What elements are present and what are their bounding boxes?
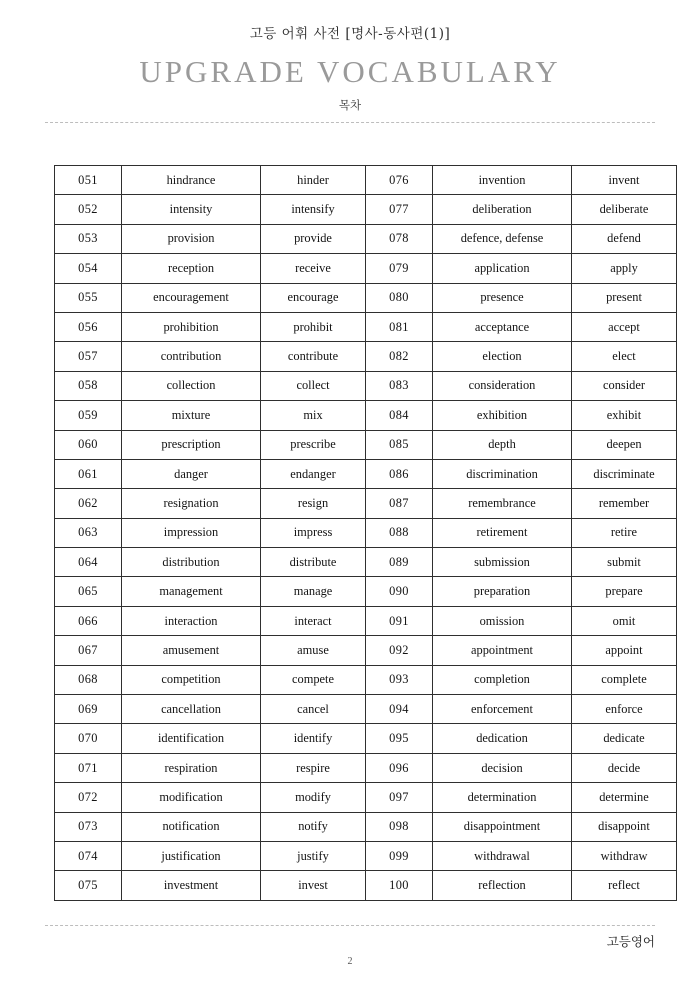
header-subtitle: 고등 어휘 사전 [명사-동사편(1)] [249, 26, 451, 42]
table-row [55, 283, 677, 312]
cell-right-number: 098 [366, 812, 433, 841]
cell-left-verb: amuse [261, 636, 366, 665]
cell-right-number: 091 [366, 606, 433, 635]
vocabulary-table-body [55, 166, 677, 901]
cell-right-noun: application [433, 254, 572, 283]
cell-left-number: 061 [55, 459, 122, 488]
cell-right-verb: invent [572, 166, 677, 195]
cell-right-number: 099 [366, 841, 433, 870]
table-row [55, 401, 677, 430]
table-row [55, 459, 677, 488]
cell-left-noun: amusement [122, 636, 261, 665]
cell-right-verb: prepare [572, 577, 677, 606]
cell-right-verb: reflect [572, 871, 677, 900]
cell-right-verb: deliberate [572, 195, 677, 224]
cell-left-number: 053 [55, 224, 122, 253]
cell-left-noun: impression [122, 518, 261, 547]
table-row [55, 606, 677, 635]
page-footer [0, 925, 700, 967]
cell-right-noun: retirement [433, 518, 572, 547]
cell-right-number: 097 [366, 783, 433, 812]
cell-left-noun: mixture [122, 401, 261, 430]
cell-left-noun: collection [122, 371, 261, 400]
table-row [55, 665, 677, 694]
cell-right-verb: withdraw [572, 841, 677, 870]
cell-left-number: 052 [55, 195, 122, 224]
cell-right-verb: present [572, 283, 677, 312]
cell-right-noun: remembrance [433, 489, 572, 518]
cell-left-noun: notification [122, 812, 261, 841]
cell-left-verb: collect [261, 371, 366, 400]
cell-right-noun: invention [433, 166, 572, 195]
cell-right-number: 088 [366, 518, 433, 547]
cell-left-verb: manage [261, 577, 366, 606]
cell-left-number: 073 [55, 812, 122, 841]
table-row [55, 195, 677, 224]
cell-right-noun: appointment [433, 636, 572, 665]
cell-left-noun: encouragement [122, 283, 261, 312]
cell-right-noun: deliberation [433, 195, 572, 224]
cell-left-number: 070 [55, 724, 122, 753]
cell-left-number: 064 [55, 548, 122, 577]
cell-right-verb: enforce [572, 695, 677, 724]
table-row [55, 489, 677, 518]
cell-left-number: 065 [55, 577, 122, 606]
cell-right-number: 085 [366, 430, 433, 459]
cell-right-number: 086 [366, 459, 433, 488]
cell-left-verb: respire [261, 753, 366, 782]
table-row [55, 841, 677, 870]
page-header [0, 0, 700, 123]
cell-left-number: 060 [55, 430, 122, 459]
vocabulary-table [54, 165, 677, 901]
cell-right-number: 095 [366, 724, 433, 753]
cell-right-noun: enforcement [433, 695, 572, 724]
cell-left-verb: receive [261, 254, 366, 283]
table-row [55, 812, 677, 841]
cell-left-noun: provision [122, 224, 261, 253]
cell-right-verb: exhibit [572, 401, 677, 430]
cell-left-noun: prohibition [122, 312, 261, 341]
cell-left-verb: intensify [261, 195, 366, 224]
cell-left-number: 062 [55, 489, 122, 518]
table-row [55, 371, 677, 400]
cell-right-noun: dedication [433, 724, 572, 753]
cell-right-noun: omission [433, 606, 572, 635]
cell-left-verb: notify [261, 812, 366, 841]
cell-right-noun: decision [433, 753, 572, 782]
cell-left-verb: invest [261, 871, 366, 900]
cell-left-verb: impress [261, 518, 366, 547]
cell-left-number: 059 [55, 401, 122, 430]
cell-left-number: 074 [55, 841, 122, 870]
cell-right-verb: submit [572, 548, 677, 577]
cell-left-number: 054 [55, 254, 122, 283]
table-row [55, 636, 677, 665]
cell-left-noun: respiration [122, 753, 261, 782]
cell-right-verb: remember [572, 489, 677, 518]
cell-left-noun: modification [122, 783, 261, 812]
cell-left-number: 055 [55, 283, 122, 312]
cell-right-verb: apply [572, 254, 677, 283]
cell-right-number: 077 [366, 195, 433, 224]
table-row [55, 783, 677, 812]
cell-right-verb: dedicate [572, 724, 677, 753]
cell-left-verb: compete [261, 665, 366, 694]
cell-left-noun: justification [122, 841, 261, 870]
table-row [55, 871, 677, 900]
cell-right-number: 093 [366, 665, 433, 694]
cell-right-verb: accept [572, 312, 677, 341]
cell-right-number: 076 [366, 166, 433, 195]
cell-right-noun: consideration [433, 371, 572, 400]
cell-left-number: 056 [55, 312, 122, 341]
table-row [55, 342, 677, 371]
table-row [55, 254, 677, 283]
cell-left-noun: reception [122, 254, 261, 283]
cell-left-noun: danger [122, 459, 261, 488]
cell-left-noun: contribution [122, 342, 261, 371]
table-of-contents-label: 목차 [338, 98, 362, 112]
table-row [55, 724, 677, 753]
cell-right-number: 090 [366, 577, 433, 606]
table-row [55, 166, 677, 195]
cell-left-verb: identify [261, 724, 366, 753]
footer-divider [45, 925, 655, 926]
cell-left-verb: mix [261, 401, 366, 430]
cell-right-number: 078 [366, 224, 433, 253]
cell-left-verb: provide [261, 224, 366, 253]
table-row [55, 695, 677, 724]
cell-left-number: 051 [55, 166, 122, 195]
table-row [55, 430, 677, 459]
cell-left-verb: encourage [261, 283, 366, 312]
cell-left-number: 067 [55, 636, 122, 665]
cell-left-number: 057 [55, 342, 122, 371]
table-row [55, 518, 677, 547]
cell-right-number: 082 [366, 342, 433, 371]
cell-right-verb: determine [572, 783, 677, 812]
table-row [55, 577, 677, 606]
cell-right-noun: determination [433, 783, 572, 812]
cell-right-number: 080 [366, 283, 433, 312]
cell-right-number: 083 [366, 371, 433, 400]
cell-right-verb: discriminate [572, 459, 677, 488]
cell-left-number: 066 [55, 606, 122, 635]
cell-right-number: 089 [366, 548, 433, 577]
cell-right-number: 079 [366, 254, 433, 283]
cell-left-verb: hinder [261, 166, 366, 195]
cell-right-verb: decide [572, 753, 677, 782]
cell-left-number: 075 [55, 871, 122, 900]
cell-left-number: 068 [55, 665, 122, 694]
cell-left-verb: contribute [261, 342, 366, 371]
cell-right-noun: defence, defense [433, 224, 572, 253]
cell-left-verb: endanger [261, 459, 366, 488]
cell-right-noun: submission [433, 548, 572, 577]
cell-right-verb: omit [572, 606, 677, 635]
cell-left-noun: resignation [122, 489, 261, 518]
cell-right-verb: elect [572, 342, 677, 371]
cell-right-number: 094 [366, 695, 433, 724]
cell-left-noun: intensity [122, 195, 261, 224]
cell-left-number: 069 [55, 695, 122, 724]
cell-left-noun: hindrance [122, 166, 261, 195]
cell-right-noun: reflection [433, 871, 572, 900]
page-title: UPGRADE VOCABULARY [139, 54, 561, 89]
cell-left-verb: cancel [261, 695, 366, 724]
cell-right-noun: withdrawal [433, 841, 572, 870]
cell-left-noun: cancellation [122, 695, 261, 724]
cell-right-noun: presence [433, 283, 572, 312]
cell-right-noun: depth [433, 430, 572, 459]
cell-right-number: 081 [366, 312, 433, 341]
cell-left-number: 063 [55, 518, 122, 547]
cell-left-noun: investment [122, 871, 261, 900]
cell-left-noun: identification [122, 724, 261, 753]
cell-right-noun: completion [433, 665, 572, 694]
cell-left-verb: interact [261, 606, 366, 635]
cell-left-number: 071 [55, 753, 122, 782]
cell-right-number: 087 [366, 489, 433, 518]
cell-right-verb: complete [572, 665, 677, 694]
table-row [55, 753, 677, 782]
vocabulary-table-wrapper [54, 165, 655, 901]
table-row [55, 548, 677, 577]
page-number: 2 [347, 956, 353, 967]
cell-right-noun: exhibition [433, 401, 572, 430]
cell-right-noun: preparation [433, 577, 572, 606]
cell-left-noun: distribution [122, 548, 261, 577]
cell-left-number: 072 [55, 783, 122, 812]
cell-left-noun: interaction [122, 606, 261, 635]
cell-right-verb: consider [572, 371, 677, 400]
cell-left-verb: modify [261, 783, 366, 812]
cell-right-verb: disappoint [572, 812, 677, 841]
footer-label: 고등영어 [606, 934, 655, 949]
cell-left-noun: prescription [122, 430, 261, 459]
cell-right-number: 092 [366, 636, 433, 665]
cell-right-verb: appoint [572, 636, 677, 665]
cell-right-number: 084 [366, 401, 433, 430]
cell-left-verb: resign [261, 489, 366, 518]
cell-right-verb: retire [572, 518, 677, 547]
cell-left-verb: justify [261, 841, 366, 870]
cell-right-noun: discrimination [433, 459, 572, 488]
cell-left-number: 058 [55, 371, 122, 400]
table-row [55, 224, 677, 253]
cell-left-noun: competition [122, 665, 261, 694]
table-row [55, 312, 677, 341]
cell-right-noun: acceptance [433, 312, 572, 341]
cell-left-verb: prescribe [261, 430, 366, 459]
cell-left-verb: prohibit [261, 312, 366, 341]
cell-right-number: 096 [366, 753, 433, 782]
header-divider [45, 122, 655, 123]
cell-left-noun: management [122, 577, 261, 606]
cell-right-noun: disappointment [433, 812, 572, 841]
cell-right-number: 100 [366, 871, 433, 900]
cell-right-verb: defend [572, 224, 677, 253]
cell-right-verb: deepen [572, 430, 677, 459]
cell-left-verb: distribute [261, 548, 366, 577]
cell-right-noun: election [433, 342, 572, 371]
